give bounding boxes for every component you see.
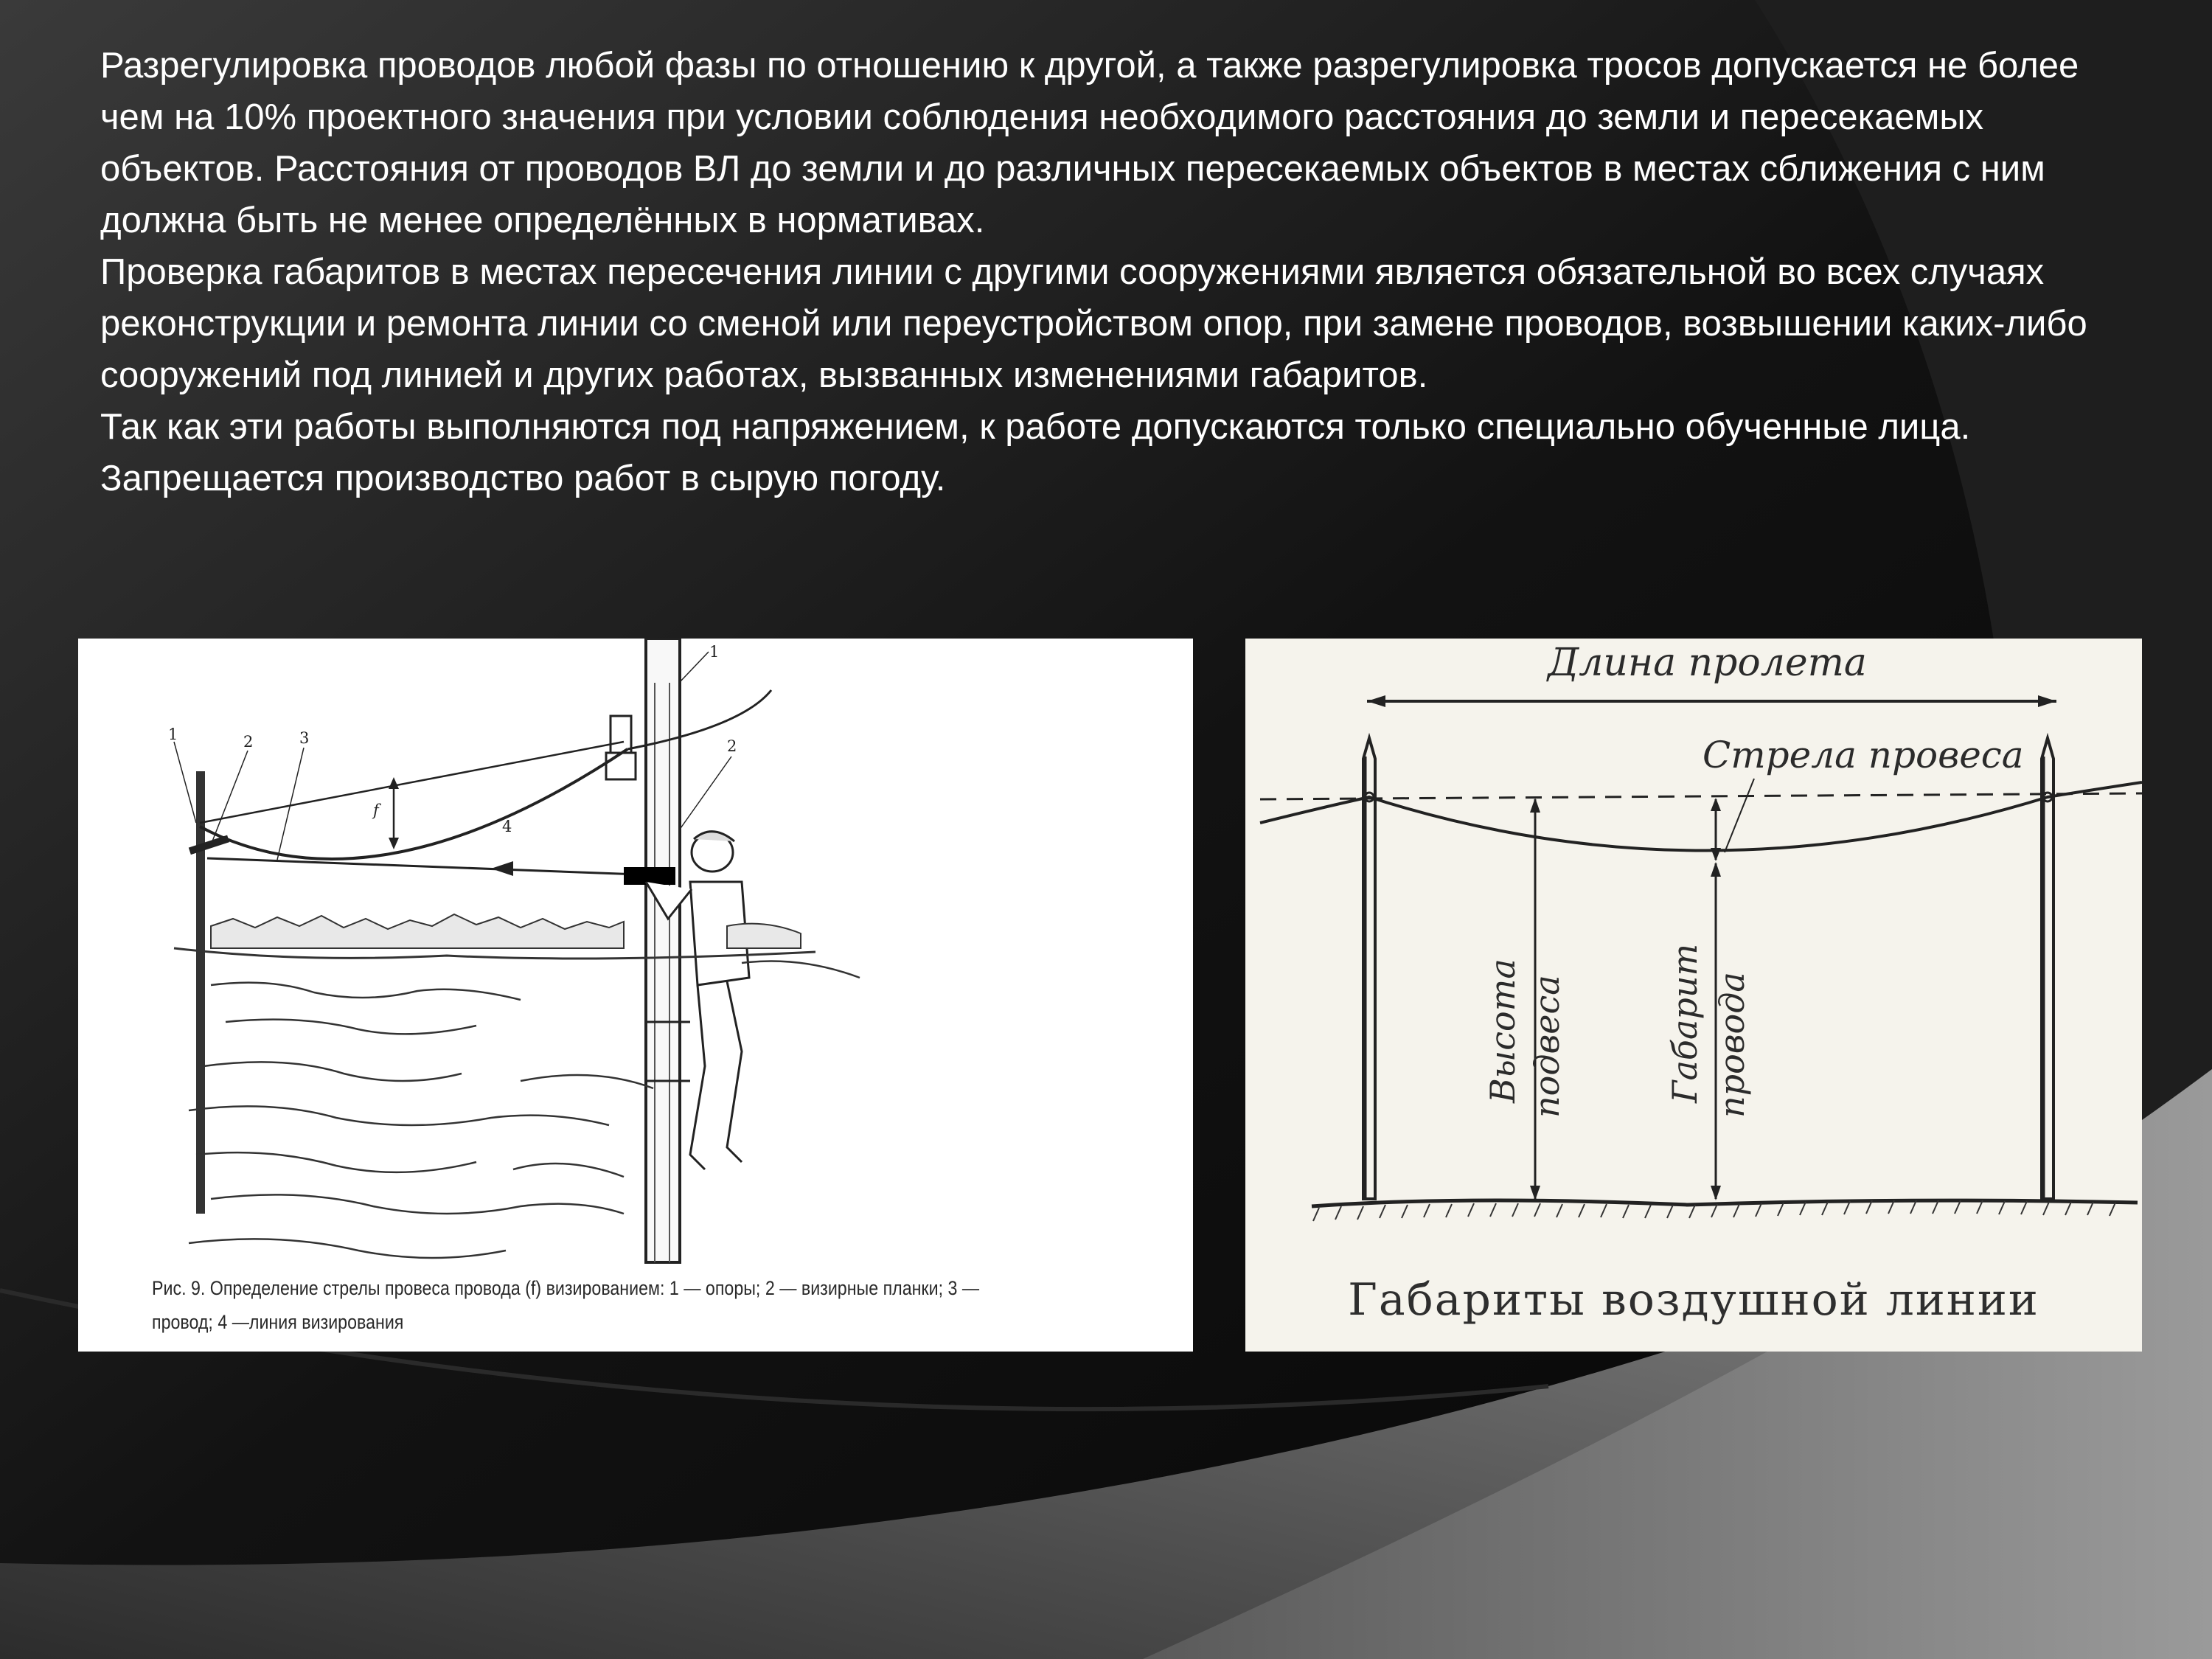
- suspension-level-line: [1260, 793, 2142, 799]
- right-sight-plank: [624, 867, 675, 885]
- sag-measurement-drawing: [78, 639, 1193, 1352]
- clearance-label-2: провода: [1712, 972, 1752, 1118]
- overhead-wire: [1260, 782, 2142, 851]
- paragraph-1: Разрегулировка проводов любой фазы по отношению к другой, а также разрегулировка тросов допускается не более чем на 10% проектного значения при условии соблюдения необходимого расстояния до земли и пересекаемых объектов. Расстояния от проводов ВЛ до земли и до различных пересекаемых объектов в местах сближения с ним должна быть не менее определённых в нормативах.: [100, 46, 2079, 240]
- paragraph-3: Так как эти работы выполняются под напряжением, к работе допускаются только специально обученные лица. Запрещается производство работ в сырую погоду.: [100, 407, 1971, 498]
- line-clearances-drawing: [1245, 639, 2142, 1352]
- sight-line: [207, 858, 639, 874]
- label-sag: f: [373, 801, 379, 819]
- ground-line: [1312, 1200, 2138, 1206]
- suspension-height-label-2: подвеса: [1527, 975, 1567, 1118]
- left-pole: [196, 771, 205, 1214]
- wire: [200, 749, 627, 859]
- label-support-left: 1: [168, 726, 178, 743]
- paragraph-2: Проверка габаритов в местах пересечения линии с другими сооружениями является обязательной во всех случаях реконструкции и ремонта линии со сменой или переустройством опор, при замене проводов, возвышении каких-либо сооружений под линией и других работах, вызванных изменениями габаритов.: [100, 252, 2087, 395]
- sag-measurement-figure: [78, 639, 1193, 1352]
- label-sight-line: 4: [502, 818, 512, 835]
- suspension-height-label-1: Высота: [1483, 959, 1523, 1103]
- slide-body-text: [100, 40, 2150, 504]
- figure-left-caption: Рис. 9. Определение стрелы провеса провода (f) визированием: 1 — опоры; 2 — визирные планки; 3 — провод; 4 —линия визирования: [152, 1277, 980, 1333]
- figure-right-title: Габариты воздушной линии: [1348, 1274, 2039, 1326]
- label-wire: 3: [299, 729, 310, 747]
- label-plank-left: 2: [243, 733, 254, 751]
- right-pole: [646, 639, 680, 1262]
- label-plank-right: 2: [727, 737, 737, 755]
- span-length-label: Длина пролета: [1548, 641, 1867, 685]
- clearance-label-1: Габарит: [1665, 943, 1705, 1103]
- label-support-right: 1: [709, 643, 720, 661]
- line-clearances-figure: [1245, 639, 2142, 1352]
- sag-label: Стрела провеса: [1703, 734, 2024, 776]
